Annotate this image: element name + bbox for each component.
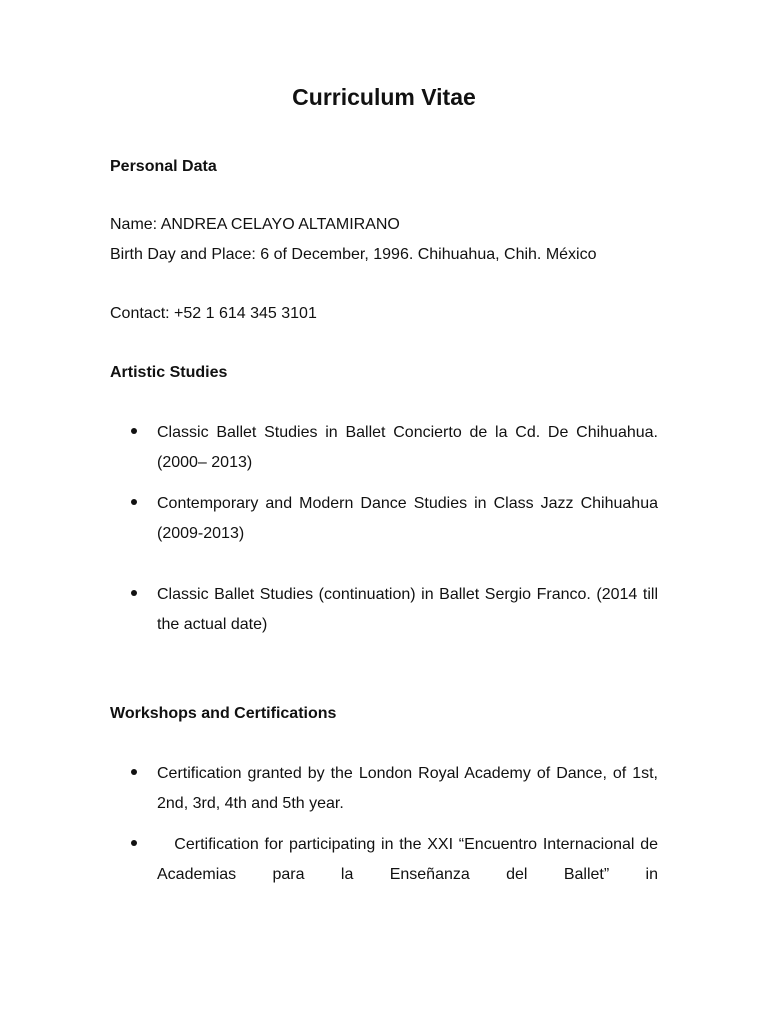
artistic-study-item: Classic Ballet Studies in Ballet Concierto de la Cd. De Chihuahua. (2000– 2013) xyxy=(157,424,658,471)
artistic-study-item: Contemporary and Modern Dance Studies in Class Jazz Chihuahua (2009-2013) xyxy=(157,495,658,542)
contact-line: Contact: +52 1 614 345 3101 xyxy=(110,305,317,322)
workshop-item: Certification for participating in the XXI “Encuentro Internacional de Academias para la Enseñanza del Ballet” in xyxy=(157,836,658,883)
artistic-studies-heading: Artistic Studies xyxy=(110,364,228,381)
personal-data-heading: Personal Data xyxy=(110,158,217,175)
bullet-icon xyxy=(131,830,141,840)
artistic-study-item: Classic Ballet Studies (continuation) in Ballet Sergio Franco. (2014 till the actual date) xyxy=(157,586,658,633)
bullet-icon xyxy=(131,759,141,769)
bullet-icon xyxy=(131,489,141,499)
birth-line: Birth Day and Place: 6 of December, 1996. Chihuahua, Chih. México xyxy=(110,246,597,263)
document-title: Curriculum Vitae xyxy=(292,84,476,110)
bullet-icon xyxy=(131,418,141,428)
name-line: Name: ANDREA CELAYO ALTAMIRANO xyxy=(110,216,400,233)
bullet-icon xyxy=(131,580,141,590)
workshops-heading: Workshops and Certifications xyxy=(110,705,337,722)
workshop-item: Certification granted by the London Royal Academy of Dance, of 1st, 2nd, 3rd, 4th and 5th year. xyxy=(157,765,658,812)
